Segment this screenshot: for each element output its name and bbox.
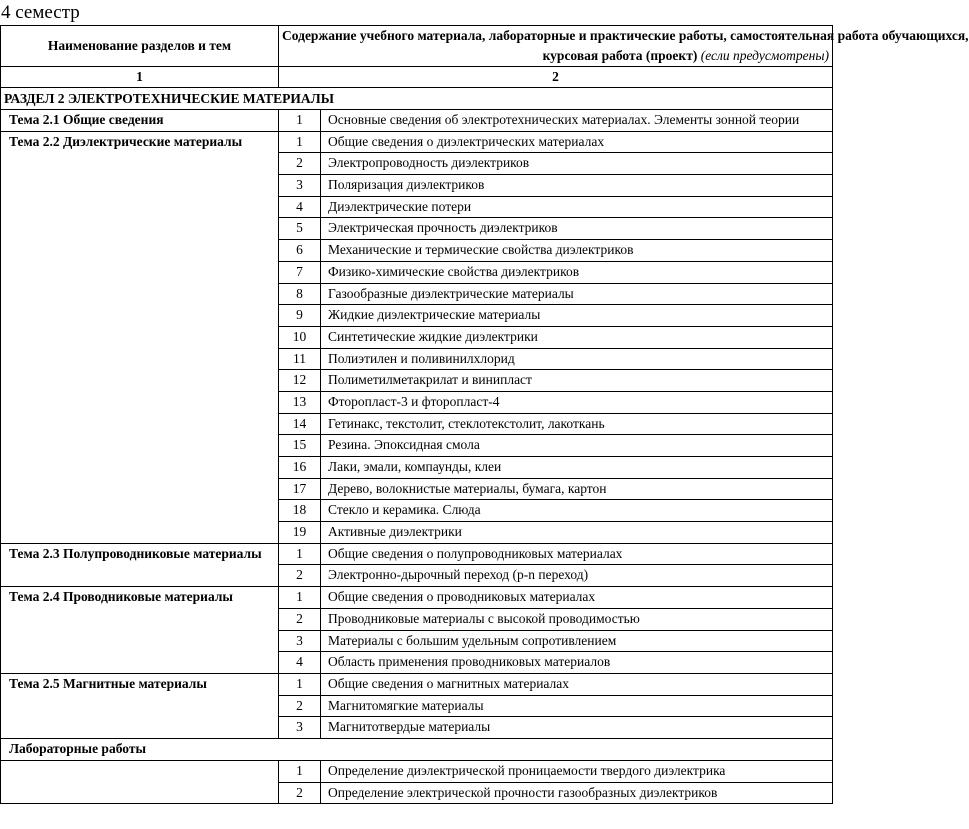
item-number: 16 [279, 457, 321, 479]
item-number: 2 [279, 608, 321, 630]
item-text: Электронно-дырочный переход (p-n переход) [321, 565, 833, 587]
item-number: 18 [279, 500, 321, 522]
item-text: Электропроводность диэлектриков [321, 153, 833, 175]
item-text: Область применения проводниковых материалов [321, 652, 833, 674]
topic-title: Тема 2.5 Магнитные материалы [1, 673, 279, 738]
item-number: 13 [279, 391, 321, 413]
item-text: Магнитомягкие материалы [321, 695, 833, 717]
lab-number: 1 [279, 760, 321, 782]
item-number: 1 [279, 673, 321, 695]
item-text: Основные сведения об электротехнических материалах. Элементы зонной теории [321, 110, 833, 132]
curriculum-table [0, 25, 969, 804]
header-row [1, 26, 833, 67]
curriculum-table-wrapper [0, 25, 969, 829]
topic-item-row [1, 131, 833, 153]
item-text: Механические и термические свойства диэлектриков [321, 240, 833, 262]
item-number: 17 [279, 478, 321, 500]
item-text: Общие сведения о диэлектрических материалах [321, 131, 833, 153]
lab-text: Определение электрической прочности газообразных диэлектриков [321, 782, 833, 804]
item-text: Фторопласт-3 и фторопласт-4 [321, 391, 833, 413]
item-text: Общие сведения о полупроводниковых материалах [321, 543, 833, 565]
item-text: Физико-химические свойства диэлектриков [321, 261, 833, 283]
item-text: Полиэтилен и поливинилхлорид [321, 348, 833, 370]
item-text: Электрическая прочность диэлектриков [321, 218, 833, 240]
item-number: 11 [279, 348, 321, 370]
item-text: Магнитотвердые материалы [321, 717, 833, 739]
item-text: Дерево, волокнистые материалы, бумага, картон [321, 478, 833, 500]
column-number-row [1, 67, 833, 88]
item-number: 1 [279, 587, 321, 609]
labs-empty-cell [1, 760, 279, 803]
item-text: Жидкие диэлектрические материалы [321, 305, 833, 327]
item-text: Синтетические жидкие диэлектрики [321, 326, 833, 348]
semester-caption: 4 семестр [1, 2, 80, 23]
header-col-sections: Наименование разделов и тем [1, 26, 279, 67]
item-number: 4 [279, 652, 321, 674]
topic-title: Тема 2.2 Диэлектрические материалы [1, 131, 279, 543]
topic-title: Тема 2.4 Проводниковые материалы [1, 587, 279, 674]
labs-header-row [1, 738, 833, 760]
item-number: 4 [279, 196, 321, 218]
item-number: 3 [279, 717, 321, 739]
lab-item-row [1, 760, 833, 782]
item-number: 5 [279, 218, 321, 240]
item-text: Полиметилметакрилат и винипласт [321, 370, 833, 392]
topic-title: Тема 2.3 Полупроводниковые материалы [1, 543, 279, 586]
item-text: Общие сведения о магнитных материалах [321, 673, 833, 695]
item-number: 1 [279, 543, 321, 565]
item-text: Резина. Эпоксидная смола [321, 435, 833, 457]
header-content-course-work: курсовая работа (проект) [542, 48, 698, 63]
topic-item-row [1, 110, 833, 132]
item-number: 7 [279, 261, 321, 283]
item-number: 14 [279, 413, 321, 435]
item-text: Активные диэлектрики [321, 522, 833, 544]
topic-item-row [1, 587, 833, 609]
item-text: Лаки, эмали, компаунды, клеи [321, 457, 833, 479]
header-content-note: (если предусмотрены) [700, 48, 829, 63]
lab-number: 2 [279, 782, 321, 804]
item-text: Общие сведения о проводниковых материалах [321, 587, 833, 609]
topic-item-row [1, 543, 833, 565]
item-number: 12 [279, 370, 321, 392]
topic-title: Тема 2.1 Общие сведения [1, 110, 279, 132]
item-text: Диэлектрические потери [321, 196, 833, 218]
column-number-1: 1 [1, 67, 279, 88]
column-number-2: 2 [279, 67, 833, 88]
item-number: 9 [279, 305, 321, 327]
labs-title: Лабораторные работы [1, 738, 833, 760]
item-number: 2 [279, 695, 321, 717]
item-text: Материалы с большим удельным сопротивлением [321, 630, 833, 652]
lab-text: Определение диэлектрической проницаемости твердого диэлектрика [321, 760, 833, 782]
item-number: 19 [279, 522, 321, 544]
item-text: Поляризация диэлектриков [321, 175, 833, 197]
item-text: Стекло и керамика. Слюда [321, 500, 833, 522]
topic-item-row [1, 673, 833, 695]
item-number: 3 [279, 630, 321, 652]
item-number: 1 [279, 110, 321, 132]
item-number: 2 [279, 565, 321, 587]
header-col-content [279, 26, 969, 67]
item-number: 10 [279, 326, 321, 348]
item-number: 3 [279, 175, 321, 197]
item-number: 1 [279, 131, 321, 153]
item-number: 6 [279, 240, 321, 262]
section-row [1, 88, 833, 110]
item-text: Проводниковые материалы с высокой проводимостью [321, 608, 833, 630]
section-title: РАЗДЕЛ 2 ЭЛЕКТРОТЕХНИЧЕСКИЕ МАТЕРИАЛЫ [1, 88, 833, 110]
header-content-line2 [282, 46, 829, 66]
header-content-line1: Содержание учебного материала, лабораторные и практические работы, самостоятельная работа обучающихся, [282, 28, 969, 43]
item-text: Гетинакс, текстолит, стеклотекстолит, лакоткань [321, 413, 833, 435]
item-number: 15 [279, 435, 321, 457]
item-number: 2 [279, 153, 321, 175]
item-text: Газообразные диэлектрические материалы [321, 283, 833, 305]
item-number: 8 [279, 283, 321, 305]
